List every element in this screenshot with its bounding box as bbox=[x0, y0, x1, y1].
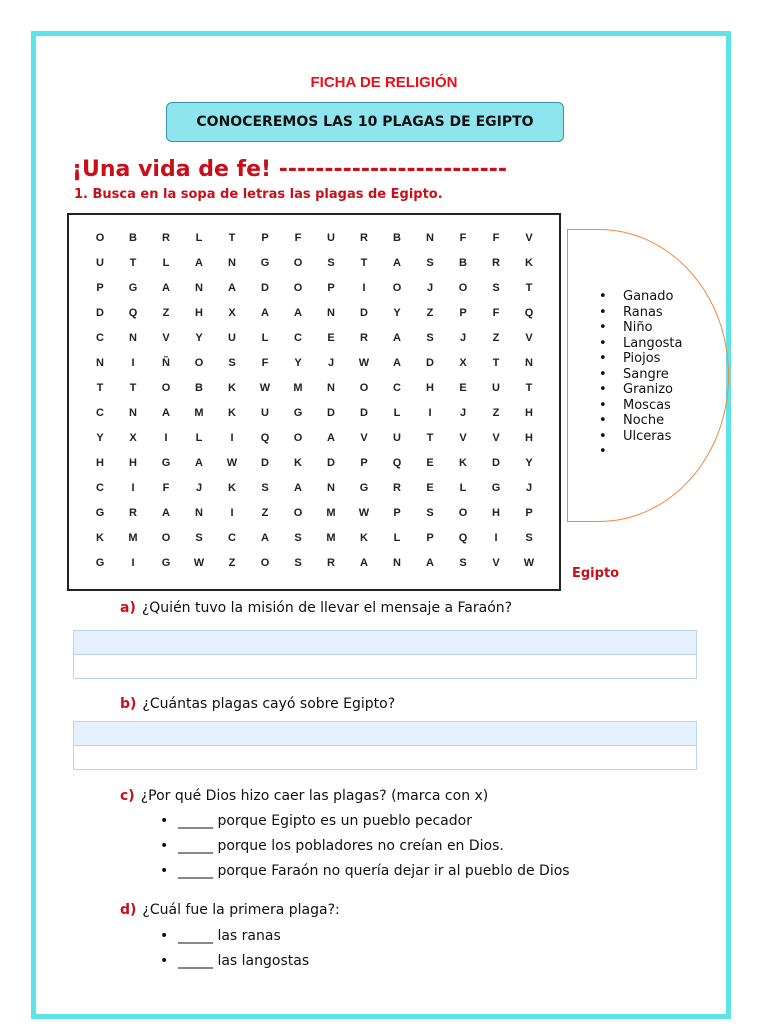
grid-letter: O bbox=[458, 507, 468, 519]
grid-letter: B bbox=[393, 232, 401, 244]
question-text: ¿Cuál fue la primera plaga?: bbox=[142, 902, 340, 918]
grid-letter: E bbox=[459, 382, 467, 394]
option-c-3[interactable] bbox=[160, 863, 570, 879]
grid-letter: B bbox=[195, 382, 203, 394]
question-letter: d) bbox=[120, 902, 137, 918]
grid-letter: I bbox=[230, 432, 234, 444]
grid-letter: K bbox=[228, 382, 236, 394]
grid-letter: A bbox=[195, 457, 203, 469]
grid-letter: S bbox=[525, 532, 533, 544]
grid-letter: V bbox=[492, 432, 500, 444]
grid-letter: V bbox=[360, 432, 368, 444]
grid-letter: O bbox=[161, 532, 171, 544]
grid-letter: H bbox=[525, 432, 533, 444]
grid-letter: K bbox=[360, 532, 368, 544]
grid-letter: R bbox=[393, 482, 401, 494]
grid-letter: A bbox=[261, 307, 269, 319]
grid-letter: T bbox=[360, 257, 368, 269]
grid-letter: F bbox=[459, 232, 467, 244]
grid-letter: T bbox=[492, 357, 500, 369]
grid-letter: O bbox=[293, 282, 303, 294]
grid-letter: M bbox=[293, 382, 303, 394]
grid-letter: J bbox=[426, 282, 434, 294]
grid-letter: G bbox=[128, 282, 138, 294]
grid-letter: T bbox=[525, 382, 533, 394]
question-text: ¿Por qué Dios hizo caer las plagas? (marca con x) bbox=[140, 788, 489, 804]
grid-letter: N bbox=[426, 232, 434, 244]
grid-letter: M bbox=[326, 507, 336, 519]
grid-letter: N bbox=[129, 407, 137, 419]
question-c bbox=[120, 788, 488, 804]
grid-letter: Z bbox=[426, 307, 434, 319]
option-c-2[interactable] bbox=[160, 838, 504, 854]
word-list-item: • Noche bbox=[597, 413, 683, 429]
grid-letter: D bbox=[360, 407, 368, 419]
grid-letter: L bbox=[393, 532, 401, 544]
question-a bbox=[120, 600, 512, 616]
grid-letter: A bbox=[162, 282, 170, 294]
grid-letter: M bbox=[128, 532, 138, 544]
bullet-icon: • bbox=[160, 953, 169, 969]
grid-letter: R bbox=[360, 332, 368, 344]
grid-letter: U bbox=[327, 232, 335, 244]
grid-letter: R bbox=[327, 557, 335, 569]
grid-letter: F bbox=[294, 232, 302, 244]
grid-letter: K bbox=[96, 532, 104, 544]
grid-letter: N bbox=[327, 382, 335, 394]
option-text: _____ porque Egipto es un pueblo pecador bbox=[178, 813, 472, 829]
grid-letter: R bbox=[360, 232, 368, 244]
grid-letter: Q bbox=[392, 457, 402, 469]
grid-letter: W bbox=[523, 557, 535, 569]
grid-letter: W bbox=[358, 357, 370, 369]
grid-letter: C bbox=[96, 332, 104, 344]
grid-letter: L bbox=[162, 257, 170, 269]
bullet-icon: • bbox=[160, 928, 169, 944]
section-heading: ¡Una vida de fe! ------------------------- bbox=[72, 157, 507, 182]
grid-letter: H bbox=[129, 457, 137, 469]
grid-letter: I bbox=[362, 282, 366, 294]
grid-letter: W bbox=[259, 382, 271, 394]
grid-letter: A bbox=[162, 407, 170, 419]
grid-letter: T bbox=[525, 282, 533, 294]
grid-letter: V bbox=[492, 557, 500, 569]
grid-letter: J bbox=[459, 332, 467, 344]
grid-letter: O bbox=[359, 382, 369, 394]
grid-letter: X bbox=[129, 432, 137, 444]
grid-letter: Y bbox=[525, 457, 533, 469]
grid-letter: J bbox=[459, 407, 467, 419]
grid-letter: T bbox=[228, 232, 236, 244]
grid-letter: I bbox=[164, 432, 168, 444]
grid-letter: G bbox=[293, 407, 303, 419]
grid-letter: D bbox=[96, 307, 104, 319]
grid-letter: O bbox=[95, 232, 105, 244]
grid-letter: L bbox=[393, 407, 401, 419]
question-letter: a) bbox=[120, 600, 136, 616]
question-d bbox=[120, 902, 340, 918]
grid-letter: Q bbox=[524, 307, 534, 319]
title-banner: CONOCEREMOS LAS 10 PLAGAS DE EGIPTO bbox=[166, 102, 564, 142]
word-list-item bbox=[597, 444, 683, 460]
question-letter: c) bbox=[120, 788, 135, 804]
grid-letter: J bbox=[525, 482, 533, 494]
grid-letter: Ñ bbox=[162, 357, 170, 369]
grid-letter: A bbox=[195, 257, 203, 269]
option-c-1[interactable] bbox=[160, 813, 472, 829]
word-list-item: • Piojos bbox=[597, 351, 683, 367]
grid-letter: V bbox=[525, 232, 533, 244]
grid-letter: F bbox=[261, 357, 269, 369]
grid-letter: A bbox=[294, 307, 302, 319]
grid-letter: D bbox=[426, 357, 434, 369]
grid-letter: C bbox=[96, 407, 104, 419]
grid-letter: S bbox=[492, 282, 500, 294]
grid-letter: C bbox=[393, 382, 401, 394]
grid-letter: A bbox=[360, 557, 368, 569]
grid-letter: L bbox=[195, 432, 203, 444]
grid-letter: A bbox=[426, 557, 434, 569]
grid-letter: N bbox=[129, 332, 137, 344]
grid-letter: S bbox=[195, 532, 203, 544]
grid-letter: Z bbox=[162, 307, 170, 319]
grid-letter: Z bbox=[228, 557, 236, 569]
grid-letter: O bbox=[293, 432, 303, 444]
grid-letter: P bbox=[393, 507, 401, 519]
grid-letter: N bbox=[195, 507, 203, 519]
grid-letter: I bbox=[494, 532, 498, 544]
grid-letter: V bbox=[162, 332, 170, 344]
bullet-icon: • bbox=[160, 863, 169, 879]
grid-letter: P bbox=[525, 507, 533, 519]
grid-letter: O bbox=[260, 557, 270, 569]
grid-letter: G bbox=[359, 482, 369, 494]
grid-letter: X bbox=[459, 357, 467, 369]
grid-letter: Q bbox=[458, 532, 468, 544]
grid-letter: G bbox=[95, 507, 105, 519]
grid-letter: N bbox=[327, 482, 335, 494]
grid-letter: A bbox=[393, 332, 401, 344]
grid-letter: H bbox=[426, 382, 434, 394]
answer-a-line-1[interactable] bbox=[73, 630, 697, 655]
grid-letter: P bbox=[360, 457, 368, 469]
grid-letter: S bbox=[426, 257, 434, 269]
side-label: Egipto bbox=[572, 566, 620, 581]
grid-letter: L bbox=[195, 232, 203, 244]
worksheet-label: FICHA DE RELIGIÓN bbox=[310, 74, 458, 91]
grid-letter: N bbox=[393, 557, 401, 569]
grid-letter: K bbox=[228, 407, 236, 419]
answer-b-line-2[interactable] bbox=[73, 746, 697, 770]
grid-letter: N bbox=[96, 357, 104, 369]
grid-letter: N bbox=[228, 257, 236, 269]
grid-letter: H bbox=[96, 457, 104, 469]
grid-letter: O bbox=[458, 282, 468, 294]
bullet-icon: • bbox=[160, 813, 169, 829]
grid-letter: B bbox=[129, 232, 137, 244]
grid-letter: P bbox=[426, 532, 434, 544]
grid-letter: P bbox=[96, 282, 104, 294]
word-list-item: • Moscas bbox=[597, 398, 683, 414]
grid-letter: G bbox=[491, 482, 501, 494]
grid-letter: S bbox=[294, 557, 302, 569]
grid-letter: I bbox=[131, 482, 135, 494]
grid-letter: K bbox=[294, 457, 302, 469]
grid-letter: S bbox=[327, 257, 335, 269]
grid-letter: O bbox=[392, 282, 402, 294]
grid-letter: W bbox=[226, 457, 238, 469]
grid-letter: U bbox=[228, 332, 236, 344]
answer-b-line-1[interactable] bbox=[73, 721, 697, 746]
grid-letter: O bbox=[194, 357, 204, 369]
grid-letter: L bbox=[261, 332, 269, 344]
grid-letter: P bbox=[327, 282, 335, 294]
grid-letter: D bbox=[261, 457, 269, 469]
answer-a-line-2[interactable] bbox=[73, 655, 697, 679]
word-list-item: • Sangre bbox=[597, 367, 683, 383]
grid-letter: S bbox=[228, 357, 236, 369]
grid-letter: E bbox=[426, 482, 434, 494]
grid-letter: T bbox=[129, 257, 137, 269]
word-search-grid bbox=[67, 213, 561, 591]
word-list-item: • Ranas bbox=[597, 305, 683, 321]
grid-letter: T bbox=[426, 432, 434, 444]
option-text: _____ las ranas bbox=[178, 928, 281, 944]
grid-letter: G bbox=[95, 557, 105, 569]
grid-letter: F bbox=[492, 232, 500, 244]
grid-letter: C bbox=[228, 532, 236, 544]
word-list-item: • Langosta bbox=[597, 336, 683, 352]
grid-letter: Y bbox=[294, 357, 302, 369]
grid-letter: I bbox=[131, 557, 135, 569]
grid-letter: P bbox=[459, 307, 467, 319]
grid-letter: H bbox=[525, 407, 533, 419]
grid-letter: Y bbox=[393, 307, 401, 319]
grid-letter: E bbox=[426, 457, 434, 469]
bullet-icon: • bbox=[160, 838, 169, 854]
grid-letter: W bbox=[193, 557, 205, 569]
grid-letter: N bbox=[525, 357, 533, 369]
grid-letter: A bbox=[393, 257, 401, 269]
grid-letter: O bbox=[293, 257, 303, 269]
grid-letter: D bbox=[261, 282, 269, 294]
option-text: _____ porque Faraón no quería dejar ir al pueblo de Dios bbox=[178, 863, 570, 879]
grid-letter: R bbox=[129, 507, 137, 519]
word-list-item: • Granizo bbox=[597, 382, 683, 398]
question-letter: b) bbox=[120, 696, 137, 712]
grid-letter: Z bbox=[261, 507, 269, 519]
grid-letter: A bbox=[228, 282, 236, 294]
grid-letter: A bbox=[294, 482, 302, 494]
grid-letter: J bbox=[327, 357, 335, 369]
grid-letter: S bbox=[426, 332, 434, 344]
grid-letter: Z bbox=[492, 332, 500, 344]
grid-letter: A bbox=[162, 507, 170, 519]
word-list-item: • Ganado bbox=[597, 289, 683, 305]
option-d-1[interactable] bbox=[160, 928, 281, 944]
grid-letter: Q bbox=[260, 432, 270, 444]
grid-letter: Q bbox=[128, 307, 138, 319]
grid-letter: L bbox=[459, 482, 467, 494]
grid-letter: F bbox=[162, 482, 170, 494]
grid-letter: C bbox=[294, 332, 302, 344]
grid-letter: H bbox=[195, 307, 203, 319]
grid-letter: E bbox=[327, 332, 335, 344]
grid-letter: S bbox=[459, 557, 467, 569]
option-text: _____ porque los pobladores no creían en Dios. bbox=[178, 838, 504, 854]
grid-letter: O bbox=[161, 382, 171, 394]
grid-letter: K bbox=[228, 482, 236, 494]
grid-letter: D bbox=[360, 307, 368, 319]
grid-letter: A bbox=[327, 432, 335, 444]
grid-letter: R bbox=[162, 232, 170, 244]
grid-letter: U bbox=[96, 257, 104, 269]
grid-letter: D bbox=[327, 457, 335, 469]
grid-letter: U bbox=[261, 407, 269, 419]
grid-letter: M bbox=[194, 407, 204, 419]
grid-letter: X bbox=[228, 307, 236, 319]
grid-letter: D bbox=[327, 407, 335, 419]
grid-letter: U bbox=[492, 382, 500, 394]
grid-letter: S bbox=[261, 482, 269, 494]
option-text: _____ las langostas bbox=[178, 953, 310, 969]
grid-letter: T bbox=[129, 382, 137, 394]
grid-letter: N bbox=[327, 307, 335, 319]
option-d-2[interactable] bbox=[160, 953, 309, 969]
grid-letter: U bbox=[393, 432, 401, 444]
grid-letter: S bbox=[426, 507, 434, 519]
grid-letter: S bbox=[294, 532, 302, 544]
word-list bbox=[597, 289, 683, 460]
grid-letter: Z bbox=[492, 407, 500, 419]
grid-letter: T bbox=[96, 382, 104, 394]
grid-letter: B bbox=[459, 257, 467, 269]
grid-letter: R bbox=[492, 257, 500, 269]
grid-letter: G bbox=[161, 557, 171, 569]
grid-letter: D bbox=[492, 457, 500, 469]
grid-letter: M bbox=[326, 532, 336, 544]
grid-letter: I bbox=[131, 357, 135, 369]
grid-letter: I bbox=[428, 407, 432, 419]
question-text: ¿Cuántas plagas cayó sobre Egipto? bbox=[142, 696, 396, 712]
grid-letter: O bbox=[293, 507, 303, 519]
grid-letter: F bbox=[492, 307, 500, 319]
grid-letter: V bbox=[459, 432, 467, 444]
grid-letter: A bbox=[261, 532, 269, 544]
grid-letter: Y bbox=[195, 332, 203, 344]
grid-letter: Y bbox=[96, 432, 104, 444]
word-list-item: • Ulceras bbox=[597, 429, 683, 445]
word-list-item: • Niño bbox=[597, 320, 683, 336]
grid-letter: J bbox=[195, 482, 203, 494]
grid-letter: K bbox=[459, 457, 467, 469]
question-b bbox=[120, 696, 395, 712]
grid-letter: G bbox=[161, 457, 171, 469]
grid-letter: I bbox=[230, 507, 234, 519]
grid-letter: A bbox=[393, 357, 401, 369]
grid-letter: H bbox=[492, 507, 500, 519]
grid-letter: W bbox=[358, 507, 370, 519]
grid-letter: C bbox=[96, 482, 104, 494]
instruction-text: 1. Busca en la sopa de letras las plagas de Egipto. bbox=[74, 187, 443, 202]
question-text: ¿Quién tuvo la misión de llevar el mensaje a Faraón? bbox=[141, 600, 513, 616]
grid-letter: V bbox=[525, 332, 533, 344]
grid-letter: K bbox=[525, 257, 533, 269]
grid-letter: G bbox=[260, 257, 270, 269]
grid-letter: N bbox=[195, 282, 203, 294]
grid-letter: P bbox=[261, 232, 269, 244]
